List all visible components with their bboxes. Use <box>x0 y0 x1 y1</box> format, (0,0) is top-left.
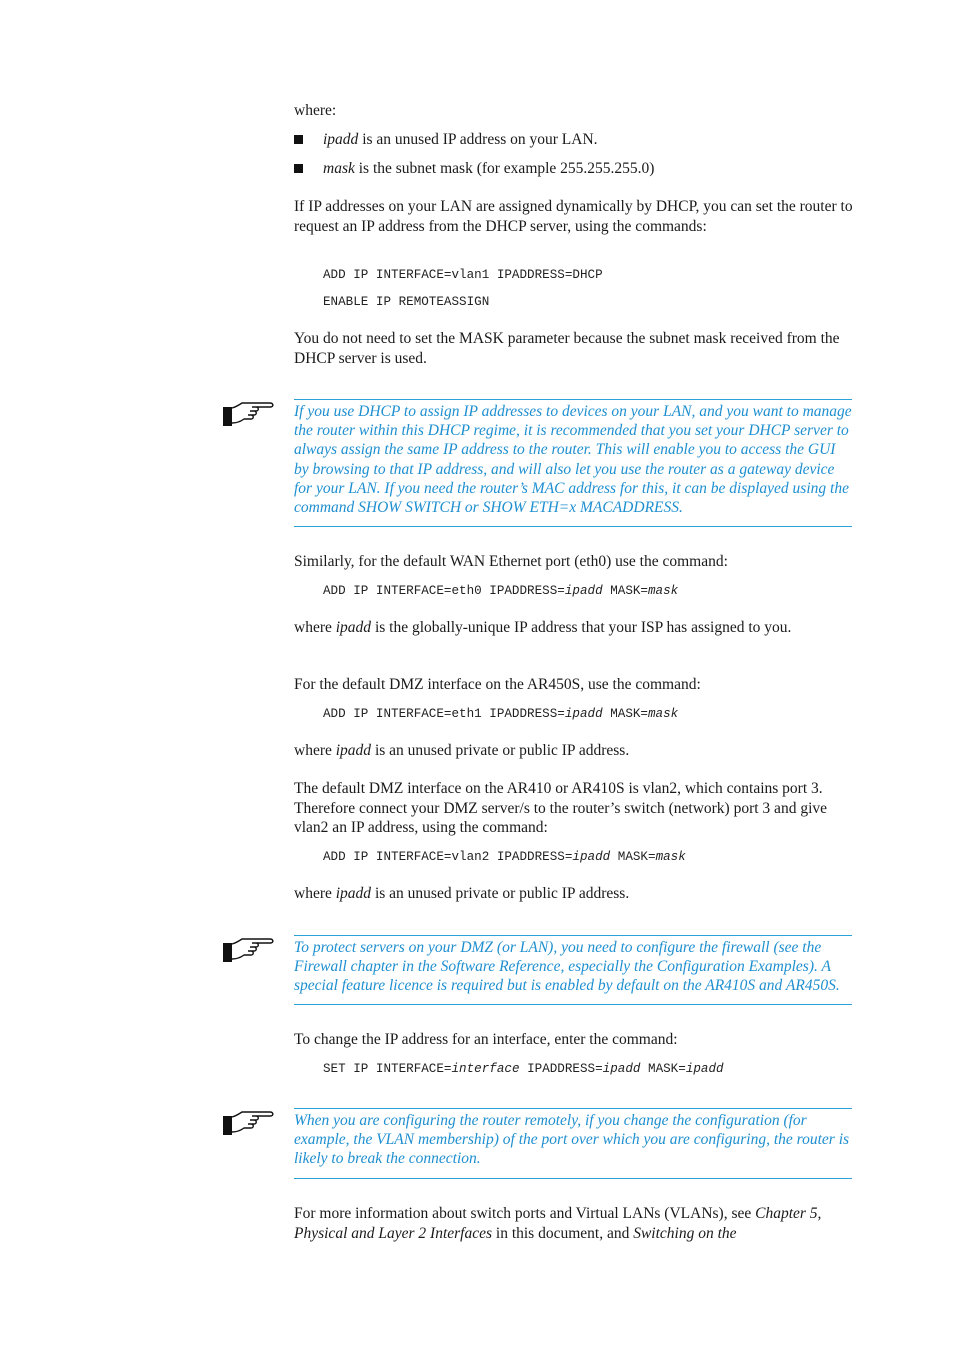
pointing-hand-icon <box>222 1107 278 1137</box>
cmd-text: ADD IP INTERFACE=vlan2 IPADDRESS= <box>323 850 573 864</box>
command-eth0 <box>323 583 678 599</box>
cmd-param: ipadd <box>685 1062 724 1076</box>
command-eth1 <box>323 706 678 722</box>
mask-paragraph: You do not need to set the MASK parameter because the subnet mask received from the DHCP server is used. <box>294 330 840 367</box>
dmz-paragraph: For the default DMZ interface on the AR450S, use the command: <box>294 676 701 693</box>
cmd-param: mask <box>648 584 679 598</box>
cmd-text: MASK= <box>640 1062 686 1076</box>
cmd-text: ADD IP INTERFACE=eth0 IPADDRESS= <box>323 584 565 598</box>
vlan2-where <box>294 884 854 904</box>
cmd-text: IPADDRESS= <box>519 1062 603 1076</box>
command-set-ip <box>323 1061 724 1077</box>
note-dhcp-text: If you use DHCP to assign IP addresses to devices on your LAN, and you want to manage the router within this DHCP regime, it is recommended that you set your DHCP server to always assign the same IP address to the router. This will enable you to access the GUI by browsing to that IP address, and will also let you use the router as a gateway device for your LAN. If you need the router’s MAC address for this, it can be displayed using the command SHOW SWITCH or SHOW ETH=x MACADDRESS. <box>294 403 852 517</box>
term-ipadd: ipadd <box>335 742 372 759</box>
note-firewall <box>294 935 852 1005</box>
vlan2-paragraph: The default DMZ interface on the AR410 or AR410S is vlan2, which contains port 3. Therefore connect your DMZ server/s to the router’s switch (network) port 3 and give vlan2 an IP address, using the command: <box>294 780 828 836</box>
cmd-text: SET IP INTERFACE= <box>323 1062 452 1076</box>
command-dhcp-1: ADD IP INTERFACE=vlan1 IPADDRESS=DHCP <box>323 268 603 282</box>
dhcp-paragraph: If IP addresses on your LAN are assigned dynamically by DHCP, you can set the router to request an IP address from the DHCP server, using the commands: <box>294 198 853 235</box>
command-vlan2 <box>323 849 686 865</box>
cmd-param: ipadd <box>564 584 603 598</box>
text: where <box>294 742 336 759</box>
text: in this document, and <box>492 1224 634 1242</box>
chapter-reference: Chapter 5, Physical and Layer 2 Interfaces <box>294 1205 822 1242</box>
cmd-text: MASK= <box>610 850 656 864</box>
command-dhcp-2: ENABLE IP REMOTEASSIGN <box>323 295 490 309</box>
note-remote-config <box>294 1108 852 1179</box>
cmd-param: mask <box>655 850 686 864</box>
cmd-text: MASK= <box>602 707 648 721</box>
note-firewall-text: To protect servers on your DMZ (or LAN), you need to configure the firewall (see the Firewall chapter in the Software Reference, especially the Configuration Examples). A special feature licence is required but is enabled by default on the AR410S and AR450S. <box>294 939 840 995</box>
note-dhcp <box>294 399 852 527</box>
cmd-param: ipadd <box>572 850 611 864</box>
pointing-hand-icon <box>222 398 278 428</box>
cmd-param: interface <box>451 1062 520 1076</box>
cmd-param: ipadd <box>564 707 603 721</box>
cmd-param: mask <box>648 707 679 721</box>
change-paragraph: To change the IP address for an interface, enter the command: <box>294 1031 678 1048</box>
more-info-paragraph <box>294 1204 854 1243</box>
term-ipadd: ipadd <box>335 885 372 902</box>
bullet-text: is an unused IP address on your LAN. <box>358 131 598 148</box>
term-ipadd: ipadd <box>323 131 359 148</box>
note-remote-config-text: When you are configuring the router remotely, if you change the configuration (for example, the VLAN membership) of the port over which you are configuring, the router is likely to break the connection. <box>294 1112 850 1168</box>
text: where <box>294 885 336 902</box>
bullet-text: is the subnet mask (for example 255.255.255.0) <box>354 160 655 177</box>
text: is the globally-unique IP address that your ISP has assigned to you. <box>371 619 792 636</box>
cmd-text: ADD IP INTERFACE=eth1 IPADDRESS= <box>323 707 565 721</box>
text: For more information about switch ports and Virtual LANs (VLANs), see <box>294 1205 756 1222</box>
cmd-param: ipadd <box>602 1062 641 1076</box>
text: is an unused private or public IP address. <box>371 885 630 902</box>
bullet-item-mask <box>323 159 883 179</box>
text: is an unused private or public IP address. <box>371 742 630 759</box>
term-ipadd: ipadd <box>335 619 372 636</box>
cmd-text: MASK= <box>602 584 648 598</box>
document-reference: Switching on the <box>633 1224 737 1242</box>
dmz-where <box>294 741 854 761</box>
where-label: where: <box>294 102 337 119</box>
bullet-item-ipadd <box>323 130 883 150</box>
term-mask: mask <box>323 160 355 177</box>
bullet-square-icon <box>294 164 303 173</box>
bullet-square-icon <box>294 135 303 144</box>
pointing-hand-icon <box>222 934 278 964</box>
wan-where <box>294 618 854 638</box>
text: where <box>294 619 336 636</box>
wan-paragraph: Similarly, for the default WAN Ethernet port (eth0) use the command: <box>294 553 728 570</box>
